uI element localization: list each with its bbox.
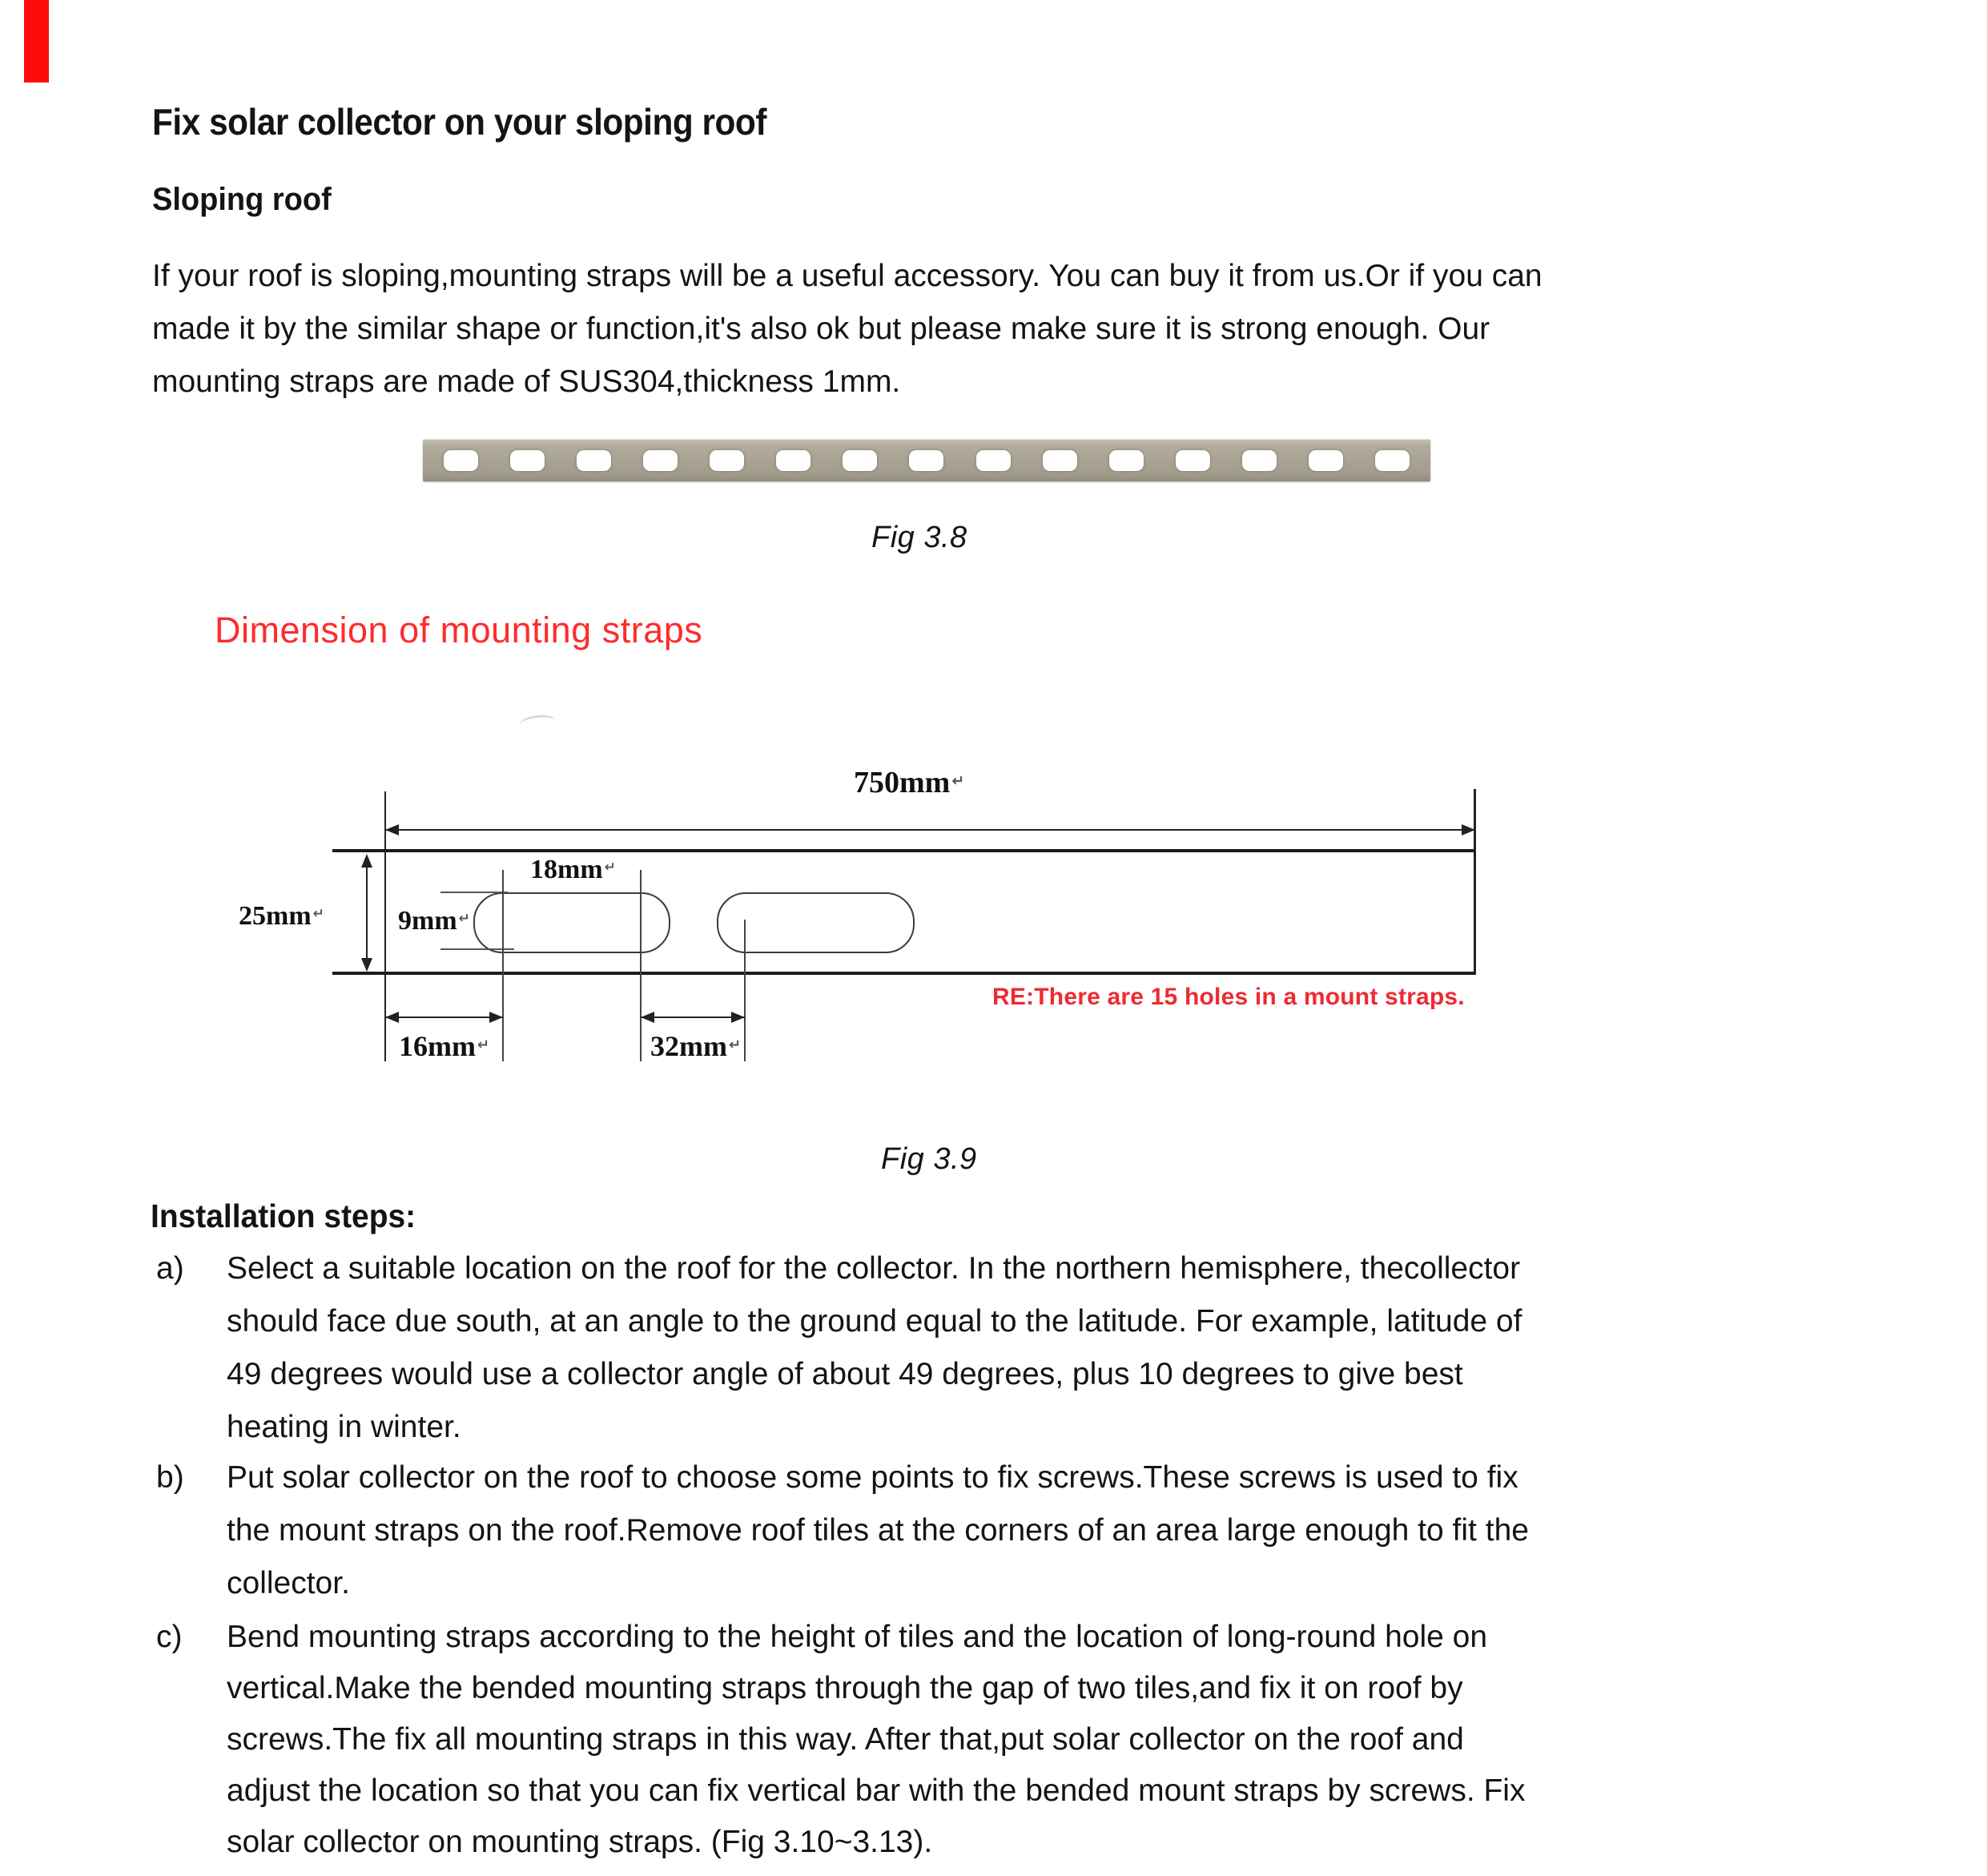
- holes-count-note: RE:There are 15 holes in a mount straps.: [992, 984, 1465, 1010]
- step-line: 49 degrees would use a collector angle of about 49 degrees, plus 10 degrees to give best: [227, 1357, 1463, 1391]
- dim-25mm-value: 25mm: [239, 901, 312, 931]
- dim-32mm-label: [650, 1030, 741, 1063]
- intro-line: made it by the similar shape or function,it's also ok but please make sure it is strong enough. Our: [152, 312, 1490, 346]
- scan-artifact: [518, 713, 557, 732]
- step-line: screws.The fix all mounting straps in this way. After that,put solar collector on the roof and: [227, 1722, 1464, 1757]
- return-mark-icon: ↵: [312, 906, 324, 922]
- step-line: solar collector on mounting straps. (Fig 3.10~3.13).: [227, 1825, 933, 1859]
- strap-bottom-edge: [332, 972, 1476, 975]
- strap-hole: [776, 450, 810, 471]
- dim-18mm-label: [530, 854, 616, 885]
- section-subtitle-text: Sloping roof: [152, 182, 332, 217]
- step-c-marker: c): [156, 1620, 183, 1654]
- arrow-down-icon: [361, 958, 372, 972]
- step-line: Put solar collector on the roof to choose some points to fix screws.These screws is used to fix: [227, 1460, 1518, 1495]
- section-subtitle: [152, 179, 341, 219]
- return-mark-icon: ↵: [477, 1037, 490, 1053]
- strap-right-edge: [1474, 789, 1476, 975]
- steps-heading: [151, 1195, 430, 1237]
- strap-top-edge: [332, 849, 1476, 852]
- strap-holes: [423, 439, 1430, 481]
- return-mark-icon: ↵: [604, 859, 616, 876]
- return-mark-icon: ↵: [728, 1037, 742, 1053]
- fig38-caption: Fig 3.8: [871, 521, 967, 554]
- page-title: [152, 98, 820, 146]
- arrow-left-icon: [385, 824, 399, 835]
- red-margin-marker: [24, 0, 49, 83]
- step-line: Select a suitable location on the roof for the collector. In the northern hemisphere, thecollector: [227, 1251, 1521, 1286]
- arrow-left-icon: [641, 1012, 654, 1023]
- strap-hole: [909, 450, 943, 471]
- return-mark-icon: ↵: [458, 911, 470, 927]
- strap-hole: [1375, 450, 1410, 471]
- step-line: Bend mounting straps according to the height of tiles and the location of long-round hole on: [227, 1620, 1488, 1654]
- strap-hole: [1309, 450, 1343, 471]
- arrow-right-icon: [489, 1012, 503, 1023]
- fig39-caption: Fig 3.9: [881, 1142, 977, 1176]
- dim-18mm-left-line: [502, 870, 504, 1061]
- mounting-strap-photo: [423, 439, 1430, 481]
- dim-16mm-value: 16mm: [399, 1030, 476, 1062]
- strap-hole: [1176, 450, 1210, 471]
- step-a-text: [227, 1242, 1522, 1454]
- return-mark-icon: ↵: [951, 772, 965, 790]
- steps-heading-text: Installation steps:: [151, 1198, 416, 1234]
- dimension-heading: Dimension of mounting straps: [215, 610, 703, 650]
- dim-18mm-value: 18mm: [530, 855, 603, 884]
- step-line: vertical.Make the bended mounting straps through the gap of two tiles,and fix it on roof by: [227, 1671, 1463, 1705]
- intro-paragraph: [152, 250, 1543, 409]
- dim-9mm-label: [398, 905, 470, 936]
- dim-9mm-top-line: [440, 892, 508, 893]
- step-line: should face due south, at an angle to the ground equal to the latitude. For example, latitude of: [227, 1304, 1522, 1339]
- dim-32mm-value: 32mm: [650, 1030, 727, 1062]
- dim-16mm-line: [385, 1017, 503, 1018]
- dim-750mm-line: [385, 829, 1475, 831]
- strap-hole: [1242, 450, 1277, 471]
- dim-32mm-right-line: [744, 920, 746, 1061]
- strap-hole: [510, 450, 545, 471]
- dim-9mm-value: 9mm: [398, 906, 457, 936]
- intro-line: mounting straps are made of SUS304,thickness 1mm.: [152, 364, 901, 399]
- strap-hole: [577, 450, 611, 471]
- strap-hole: [1043, 450, 1077, 471]
- strap-hole: [444, 450, 478, 471]
- dim-750mm-value: 750mm: [854, 766, 951, 799]
- step-line: heating in winter.: [227, 1410, 461, 1444]
- dim-18mm-right-line: [640, 870, 642, 1061]
- arrow-up-icon: [361, 854, 372, 868]
- step-c-text: [227, 1612, 1525, 1868]
- dim-32mm-line: [641, 1017, 745, 1018]
- dim-25mm-line: [366, 857, 368, 969]
- step-b-text: [227, 1451, 1529, 1610]
- dim-750mm-label: [854, 766, 964, 801]
- strap-hole: [643, 450, 678, 471]
- page-title-text: Fix solar collector on your sloping roof: [152, 101, 766, 143]
- arrow-right-icon: [731, 1012, 745, 1023]
- step-b-marker: b): [156, 1460, 184, 1495]
- oblong-hole-2: [717, 892, 915, 953]
- strap-hole: [1109, 450, 1144, 471]
- dim-16mm-label: [399, 1030, 489, 1063]
- strap-hole: [710, 450, 744, 471]
- step-line: adjust the location so that you can fix vertical bar with the bended mount straps by screws. Fix: [227, 1773, 1526, 1808]
- step-line: collector.: [227, 1566, 350, 1600]
- step-line: the mount straps on the roof.Remove roof tiles at the corners of an area large enough to fit the: [227, 1513, 1529, 1548]
- step-a-marker: a): [156, 1251, 184, 1286]
- strap-hole: [976, 450, 1011, 471]
- strap-hole: [843, 450, 877, 471]
- arrow-left-icon: [385, 1012, 399, 1023]
- intro-line: If your roof is sloping,mounting straps will be a useful accessory. You can buy it from us.Or if you can: [152, 259, 1543, 293]
- dim-25mm-label: [239, 900, 324, 932]
